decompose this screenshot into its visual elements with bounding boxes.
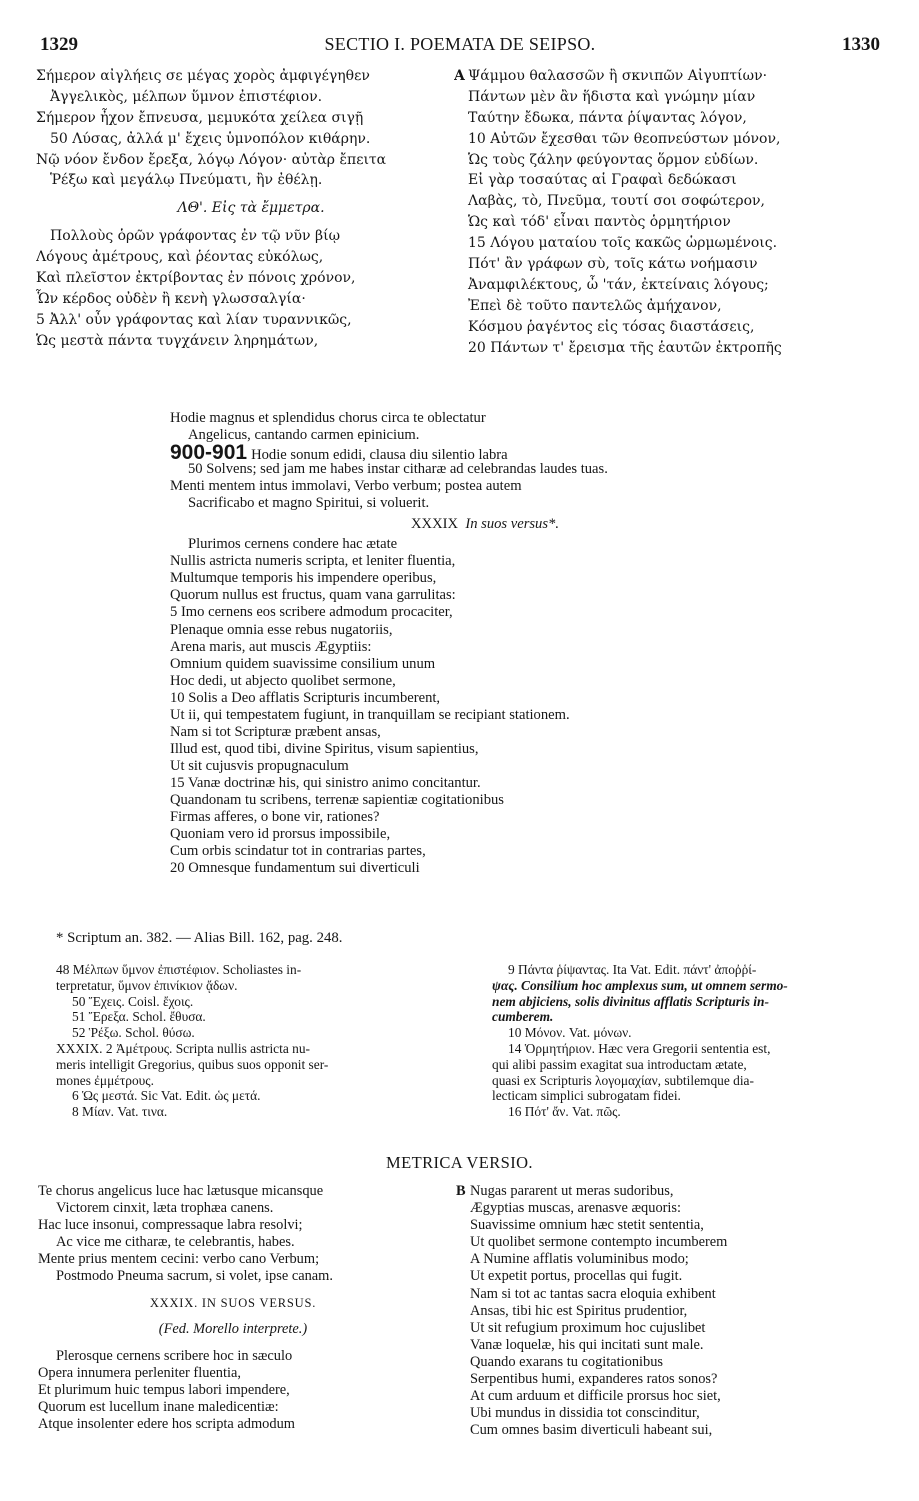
verse-line: Opera innumera perleniter fluentia, [38,1364,241,1381]
note-line: 8 Μίαν. Vat. τινα. [72,1104,168,1120]
verse-line: Ac vice me citharæ, te celebrantis, habes. [56,1234,295,1251]
note-line: nem abjiciens, solis divinitus afflatis Scripturis in- [492,993,769,1009]
greek-line: Πάντων μὲν ἂν ἥδιστα καὶ γνώμην μίαν [468,88,756,105]
greek-line: 15 Λόγου ματαίου τοῖς κακῶς ὡρμωμένοις. [468,235,778,252]
greek-line: Ἀναμφιλέκτους, ὦ 'τάν, ἐκτείναις λόγους; [468,276,769,293]
page-number-right: 1330 [842,34,880,55]
verse-line: Ægyptias muscas, arenasve æquoris: [470,1200,682,1217]
latin-line: Quorum nullus est fructus, quam vana garrulitas: [170,587,456,604]
latin-line: Hodie magnus et splendidus chorus circa te oblectatur [170,410,486,426]
latin-line: 15 Vanæ doctrinæ his, qui sinistro animo concitantur. [170,774,481,791]
margin-marker-b: B [456,1183,466,1199]
latin-line: Hodie sonum edidi, clausa diu silentio labra [251,447,508,462]
greek-line: Λόγους ἀμέτρους, καὶ ῥέοντας εὐκόλως, [36,249,324,266]
verse-line: Hac luce insonui, compressaque labra resolvi; [38,1217,303,1234]
verse-line: Quando exarans tu cogitationibus [470,1353,664,1370]
note-line: mones ἐμμέτρους. [56,1072,154,1088]
note-line: qui alibi passim exagitat sua introductam ætate, [492,1056,747,1072]
greek-line: 50 Λύσας, ἀλλά μ' ἔχεις ὑμνοπόλον κιθάρην. [50,130,371,147]
verse-line: Nam si tot ac tantas sacra eloquia exhibent [470,1285,716,1302]
verse-line: Et plurimum huic tempus labori impendere, [38,1381,290,1398]
note-line: meris intelligit Gregorius, quibus suos opponit ser- [56,1056,329,1072]
greek-line: Καὶ πλεῖστον ἐκτρίβοντας ἐν πόνοις χρόνον, [36,270,356,287]
greek-line: Πότ' ἂν γράφων σὺ, τοῖς κάτω νοήμασιν [468,256,758,273]
greek-line: Σήμερον αἰγλήεις σε μέγας χορὸς ἀμφιγέγηθεν [36,68,370,84]
metrica-left-column [38,1183,458,1433]
latin-line: Hoc dedi, ut abjecto quolibet sermone, [170,672,396,689]
greek-line: Ὡς καὶ τόδ' εἶναι παντὸς ὁρμητήριον [468,214,731,231]
note-line: 48 Μέλπων ὕμνον ἐπιστέφιον. Scholiastes in- [56,962,302,977]
note-line: 52 Ῥέξω. Schol. θύσω. [72,1025,195,1041]
verse-line: Ut quolibet sermone contempto incumberem [470,1234,728,1251]
interpreter-note: (Fed. Morello interprete.) [158,1320,308,1337]
latin-line: Ut ii, qui tempestatem fugiunt, in tranquillam se recipiant stationem. [170,706,570,723]
notes-right-column [492,962,892,1120]
latin-line: Quoniam vero id prorsus impossibile, [170,826,391,843]
verse-line: Suavissime omnium hæc stetit sententia, [470,1217,704,1234]
latin-line: Menti mentem intus immolavi, Verbo verbum; postea autem [170,478,522,495]
latin-line: Arena maris, aut muscis Ægyptiis: [170,638,372,655]
latin-line: Nullis astricta numeris scripta, et leniter fluentia, [170,553,456,570]
verse-line: Cum omnes basim diverticuli habeant sui, [470,1422,713,1439]
note-line: lecticam simplici subrogatam fidei. [492,1088,681,1104]
verse-line: Vanæ loquelæ, his qui incitati sunt male. [470,1336,704,1353]
latin-line: Plurimos cernens condere hac ætate [188,536,398,553]
footnote: * Scriptum an. 382. — Alias Bill. 162, pag. 248. [56,930,343,946]
greek-line: Λαβὰς, τὸ, Πνεῦμα, τουτί σοι σοφώτερον, [468,193,765,210]
latin-line: 5 Imo cernens eos scribere admodum procaciter, [170,604,453,621]
greek-line: 5 Ἀλλ' οὖν γράφοντας καὶ λίαν τυραννικῶς, [36,311,352,328]
note-line: ψας. Consilium hoc amplexus sum, ut omnem sermo- [492,977,788,993]
note-line: cumberem. [492,1009,554,1025]
verse-line: Nugas pararent ut meras sudoribus, [470,1183,674,1199]
verse-line: Mente prius mentem cecini: verbo cano Verbum; [38,1251,320,1268]
verse-line: Plerosque cernens scribere hoc in sæculo [56,1347,293,1364]
latin-line: 10 Solis a Deo afflatis Scripturis incumberent, [170,689,441,706]
verse-line: Ubi mundus in dissidia tot conscinditur, [470,1405,700,1422]
latin-line: Illud est, quod tibi, divine Spiritus, visum sapientius, [170,740,479,757]
note-line: 6 Ὡς μεστά. Sic Vat. Edit. ὡς μετά. [72,1088,261,1104]
latin-poem-title [170,514,770,534]
running-title: SECTIO I. POEMATA DE SEIPSO. [324,34,596,54]
latin-line: Multumque temporis his impendere operibus, [170,570,437,587]
greek-line: Ῥέξω καὶ μεγάλῳ Πνεύματι, ἢν ἐθέλῃ. [50,172,323,189]
column-number: 900-901 [170,444,248,462]
verse-line: Quorum est lucellum inane maledicentiæ: [38,1398,279,1415]
greek-left-column [36,66,436,352]
greek-line: Ὡς τοὺς ζάλην φεύγοντας ὅρμον εὐδίων. [468,151,759,168]
note-line: 50 Ἔχεις. Coisl. ἔχοις. [72,993,194,1009]
greek-line: 20 Πάντων τ' ἔρεισμα τῆς ἑαυτῶν ἐκτροπῆς [468,339,782,356]
note-line: quasi ex Scripturis λογομαχίαν, subtilemque dia- [492,1072,754,1088]
greek-line: Ἐπεὶ δὲ τοῦτο παντελῶς ἀμήχανον, [468,297,722,314]
notes-left-column [56,962,468,1120]
greek-line: Πολλοὺς ὁρῶν γράφοντας ἐν τῷ νῦν βίῳ [50,228,341,245]
greek-line: Κόσμου ῥαγέντος εἰς τόσας διαστάσεις, [468,318,755,335]
latin-title-number: XXXIX [411,516,459,533]
note-line: XXXIX. 2 Ἀμέτρους. Scripta nullis astricta nu- [56,1040,310,1056]
greek-line: Νῷ νόον ἔνδον ἔρεξα, λόγῳ Λόγον· αὐτὰρ ἔπειτα [36,151,387,168]
latin-line: Cum orbis scindatur tot in contrarias partes, [170,843,426,860]
note-line: terpretatur, ὕμνον ἐπινίκιον ᾄδων. [56,977,238,993]
verse-line: Atque insolenter edere hos scripta admodum [38,1415,295,1432]
latin-line: 20 Omnesque fundamentum sui diverticuli [170,860,420,877]
greek-right-column [454,66,894,358]
latin-line: Ut sit cujusvis propugnaculum [170,757,349,774]
verse-line: Ansas, tibi hic est Spiritus prudentior, [470,1302,688,1319]
latin-line: Plenaque omnia esse rebus nugatoriis, [170,621,393,638]
note-line: 16 Πότ' ἄν. Vat. πῶς. [508,1104,621,1120]
greek-poem-title: ΛΘ'. Εἰς τὰ ἔμμετρα. [177,200,325,217]
latin-line: Omnium quidem suavissime consilium unum [170,655,436,672]
metrica-subtitle: XXXIX. IN SUOS VERSUS. [149,1295,317,1310]
running-header [40,34,880,56]
note-line: 10 Μόνον. Vat. μόνων. [508,1025,632,1041]
section-heading: METRICA VERSIO. [386,1153,533,1172]
note-line: 51 Ἔρεξα. Schol. ἔθυσα. [72,1009,206,1025]
verse-line: Ut expetit portus, procellas qui fugit. [470,1268,683,1285]
latin-translation [170,410,770,877]
latin-line: Quandonam tu scribens, terrenæ sapientiæ cogitationibus [170,791,504,808]
latin-line: Angelicus, cantando carmen epinicium. [188,427,420,444]
note-line: 14 Ὁρμητήριον. Hæc vera Gregorii sententia est, [508,1040,771,1056]
greek-line: Σήμερον ἦχον ἔπνευσα, μεμυκότα χείλεα σιγῇ [36,109,364,126]
latin-line: Nam si tot Scripturæ præbent ansas, [170,723,381,740]
note-line: 9 Πάντα ῥίψαντας. Ita Vat. Edit. πάντ' ἀποῤῥί- [508,962,757,977]
greek-line: Ὡς μεστὰ πάντα τυγχάνειν ληρημάτων, [36,332,319,349]
greek-line: Ὧν κέρδος οὐδὲν ἢ κενὴ γλωσσαλγία· [36,291,306,308]
latin-line: Sacrificabo et magno Spiritui, si voluerit. [188,495,430,512]
greek-line: Ψάμμου θαλασσῶν ἢ σκνιπῶν Αἰγυπτίων· [468,68,768,84]
latin-line: Firmas afferes, o bone vir, rationes? [170,809,380,826]
latin-line: 50 Solvens; sed jam me habes instar citharæ ad celebrandas laudes tuas. [188,461,608,478]
verse-line: Te chorus angelicus luce hac lætusque micansque [38,1183,324,1199]
verse-line: Postmodo Pneuma sacrum, si volet, ipse canam. [56,1268,333,1285]
greek-line: Ἀγγελικὸς, μέλπων ὕμνον ἐπιστέφιον. [50,88,323,105]
page-number-left: 1329 [40,34,78,55]
greek-line: 10 Αὐτῶν ἔχεσθαι τῶν θεοπνεύστων μόνον, [468,130,781,147]
latin-title-text: In suos versus*. [465,516,559,533]
margin-marker-a: A [454,68,465,84]
greek-line: Ταύτην ἔδωκα, πάντα ῥίψαντας λόγον, [468,109,747,126]
verse-line: A Numine afflatis voluminibus modo; [470,1251,689,1268]
metrica-right-column [456,1183,896,1439]
verse-line: Ut sit refugium proximum hoc cujuslibet [470,1319,706,1336]
greek-line: Εἰ γὰρ τοσαύτας αἱ Γραφαὶ δεδώκασι [468,172,737,189]
verse-line: At cum arduum et difficile prorsus hoc siet, [470,1388,721,1405]
verse-line: Victorem cinxit, læta trophæa canens. [56,1200,274,1217]
verse-line: Serpentibus humi, expanderes ratos sonos? [470,1371,718,1388]
